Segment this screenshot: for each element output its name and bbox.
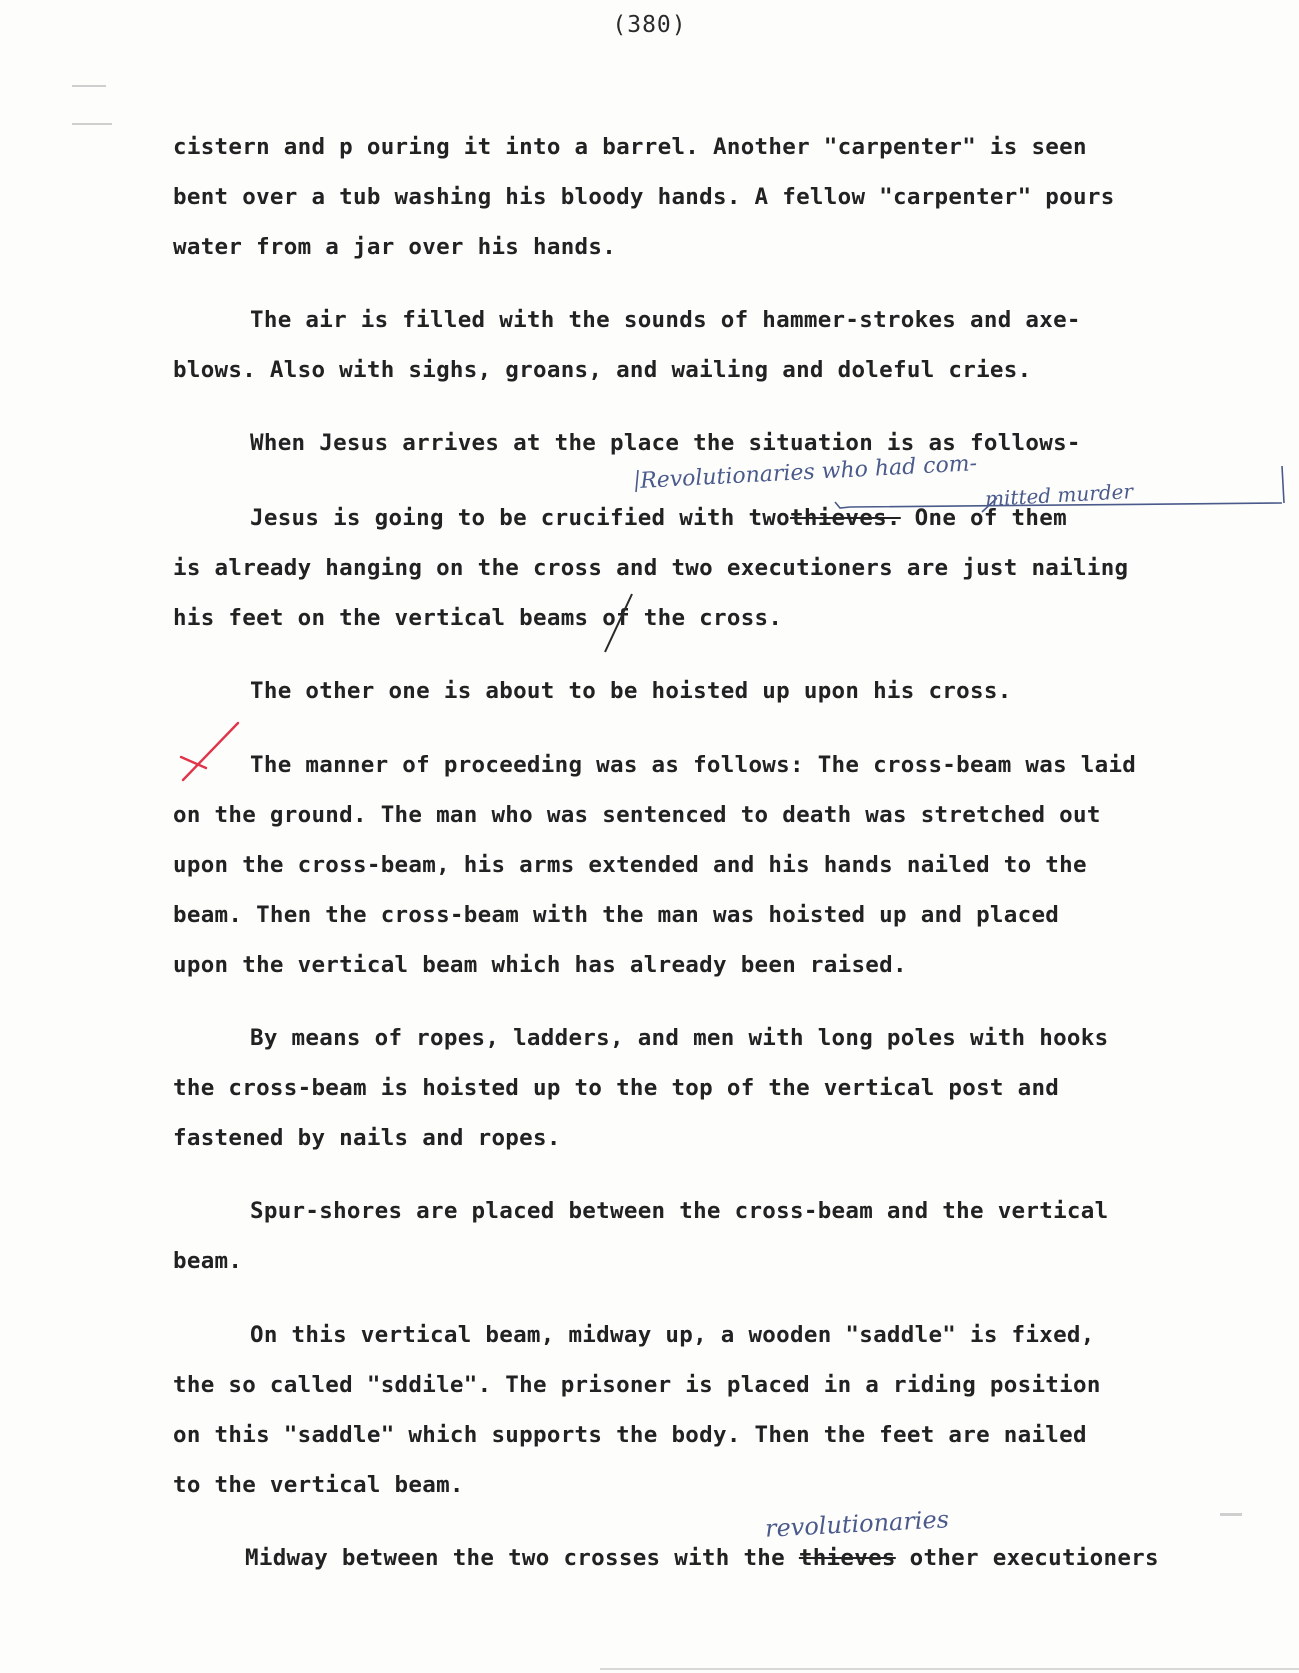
text-line: beam. xyxy=(173,1248,243,1274)
text-line: By means of ropes, ladders, and men with long poles with hooks xyxy=(250,1025,1109,1051)
handwritten-insertion: Revolutionaries who had com- xyxy=(639,451,978,494)
text-line: blows. Also with sighs, groans, and wailing and doleful cries. xyxy=(173,357,1032,383)
text-line: beam. Then the cross-beam with the man was hoisted up and placed xyxy=(173,902,1060,928)
text-line: to the vertical beam. xyxy=(173,1472,464,1498)
text-line: his feet on the vertical beams of the cross. xyxy=(173,605,783,631)
text-line: on the ground. The man who was sentenced to death was stretched out xyxy=(173,802,1101,828)
text-line: upon the vertical beam which has already been raised. xyxy=(173,952,907,978)
text-line: When Jesus arrives at the place the situation is as follows- xyxy=(250,430,1081,456)
text-line: The other one is about to be hoisted up upon his cross. xyxy=(250,678,1012,704)
text-line: the so called "sddile". The prisoner is placed in a riding position xyxy=(173,1372,1101,1398)
text-segment: Jesus is going to be crucified with two xyxy=(250,505,790,531)
text-line: is already hanging on the cross and two executioners are just nailing xyxy=(173,555,1129,581)
struck-text: thieves xyxy=(798,1545,896,1571)
text-line: the cross-beam is hoisted up to the top of the vertical post and xyxy=(173,1075,1060,1101)
scan-artifact xyxy=(1220,1513,1242,1516)
insertion-bracket xyxy=(636,466,1284,507)
handwritten-insertion: mitted murder xyxy=(984,479,1134,511)
text-line: The air is filled with the sounds of hammer-strokes and axe- xyxy=(250,307,1081,333)
text-line: cistern and p ouring it into a barrel. Another "carpenter" is seen xyxy=(173,134,1087,160)
text-segment: One of them xyxy=(900,505,1067,531)
scan-artifact xyxy=(72,123,112,125)
text-line: The manner of proceeding was as follows: The cross-beam was laid xyxy=(250,752,1137,778)
page-bottom-edge xyxy=(600,1668,1299,1670)
text-line: water from a jar over his hands. xyxy=(173,234,617,260)
text-segment: other executioners xyxy=(895,1545,1159,1571)
text-line: fastened by nails and ropes. xyxy=(173,1125,561,1151)
text-line: upon the cross-beam, his arms extended and his hands nailed to the xyxy=(173,852,1087,878)
text-line: bent over a tub washing his bloody hands. A fellow "carpenter" pours xyxy=(173,184,1115,210)
struck-text: thieves. xyxy=(790,505,901,531)
red-x-mark xyxy=(181,723,238,780)
text-line: Spur-shores are placed between the cross-beam and the vertical xyxy=(250,1198,1109,1224)
text-segment: Midway between the two crosses with the xyxy=(245,1545,799,1571)
handwritten-replacement: revolutionaries xyxy=(764,1505,950,1543)
insertion-caret xyxy=(835,498,997,512)
scan-artifact xyxy=(72,85,106,87)
correction-slash xyxy=(605,594,632,652)
text-line: on this "saddle" which supports the body. Then the feet are nailed xyxy=(173,1422,1087,1448)
text-line: On this vertical beam, midway up, a wooden "saddle" is fixed, xyxy=(250,1322,1095,1348)
page-number: (380) xyxy=(612,12,687,38)
